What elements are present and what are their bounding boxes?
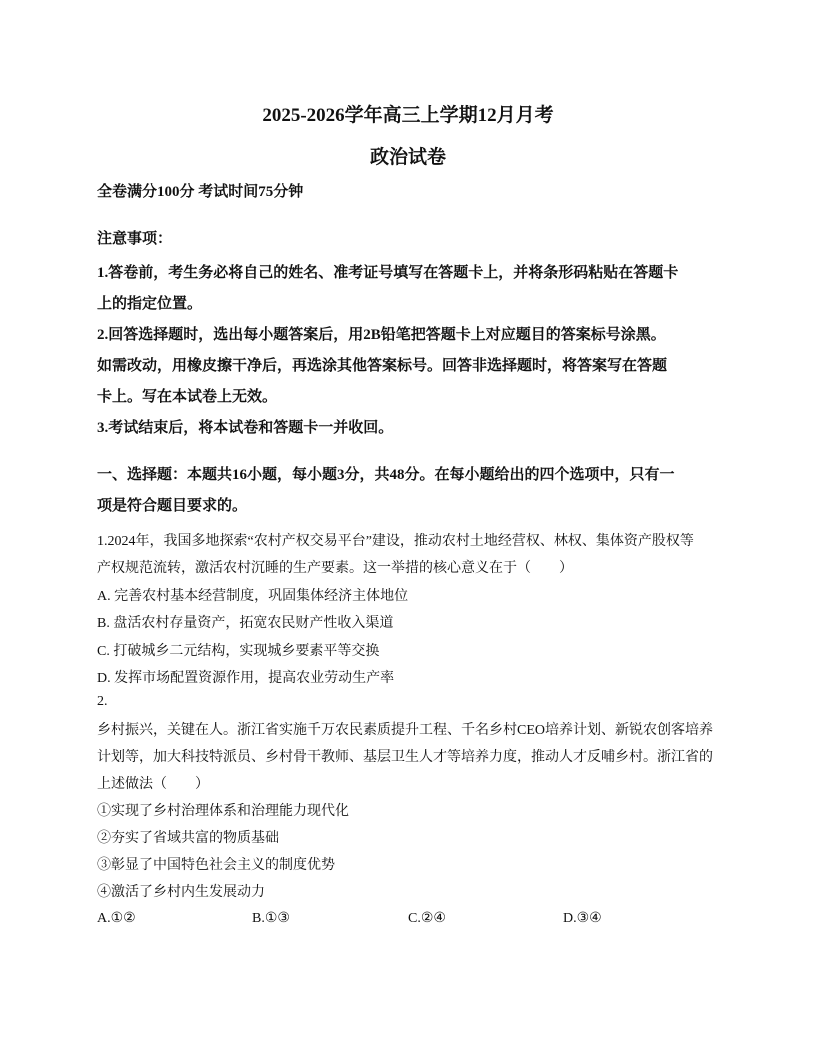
question-2-number: 2.	[97, 694, 108, 709]
question-2-option-b: B.①③	[252, 911, 290, 926]
question-1-option-c: C. 打破城乡二元结构，实现城乡要素平等交换	[97, 644, 380, 659]
section-heading: 一、选择题：本题共16小题，每小题3分，共48分。在每小题给出的四个选项中，只有一	[97, 467, 675, 483]
notes-heading: 注意事项：	[97, 231, 173, 247]
notes-line: 1.答卷前，考生务必将自己的姓名、准考证号填写在答题卡上，并将条形码粘贴在答题卡	[97, 265, 679, 281]
notes-line: 上的指定位置。	[97, 296, 203, 312]
question-1-stem: 1.2024年，我国多地探索“农村产权交易平台”建设，推动农村土地经营权、林权、集体资产股权等	[97, 534, 694, 549]
notes-line: 卡上。写在本试卷上无效。	[97, 389, 278, 405]
notes-line: 2.回答选择题时，选出每小题答案后，用2B铅笔把答题卡上对应题目的答案标号涂黑。	[97, 327, 666, 343]
question-1-stem: 产权规范流转，激活农村沉睡的生产要素。这一举措的核心意义在于（ ）	[97, 561, 573, 576]
notes-line: 如需改动，用橡皮擦干净后，再选涂其他答案标号。回答非选择题时，将答案写在答题	[97, 358, 668, 374]
page-subtitle: 政治试卷	[369, 147, 446, 168]
question-2-stem: 计划等，加大科技特派员、乡村骨干教师、基层卫生人才等培养力度，推动人才反哺乡村。浙江省的	[97, 750, 713, 765]
question-2-item: ②夯实了省域共富的物质基础	[97, 831, 279, 846]
question-2-stem: 乡村振兴，关键在人。浙江省实施千万农民素质提升工程、千名乡村CEO培养计划、新锐农创客培养	[97, 723, 713, 738]
question-2-option-a: A.①②	[97, 911, 136, 926]
question-2-option-c: C.②④	[408, 911, 446, 926]
question-2-item: ④激活了乡村内生发展动力	[97, 885, 265, 900]
question-1-option-a: A. 完善农村基本经营制度，巩固集体经济主体地位	[97, 589, 409, 604]
question-2-item: ③彰显了中国特色社会主义的制度优势	[97, 858, 335, 873]
notes-line: 3.考试结束后，将本试卷和答题卡一并收回。	[97, 420, 394, 436]
exam-info: 全卷满分100分 考试时间75分钟	[97, 184, 304, 200]
question-1-option-b: B. 盘活农村存量资产，拓宽农民财产性收入渠道	[97, 616, 394, 631]
question-2-item: ①实现了乡村治理体系和治理能力现代化	[97, 804, 349, 819]
question-2-stem: 上述做法（ ）	[97, 777, 209, 792]
question-2-option-d: D.③④	[563, 911, 602, 926]
page-title: 2025-2026学年高三上学期12月月考	[262, 105, 554, 126]
question-1-option-d: D. 发挥市场配置资源作用，提高农业劳动生产率	[97, 671, 395, 686]
section-heading: 项是符合题目要求的。	[97, 498, 248, 514]
